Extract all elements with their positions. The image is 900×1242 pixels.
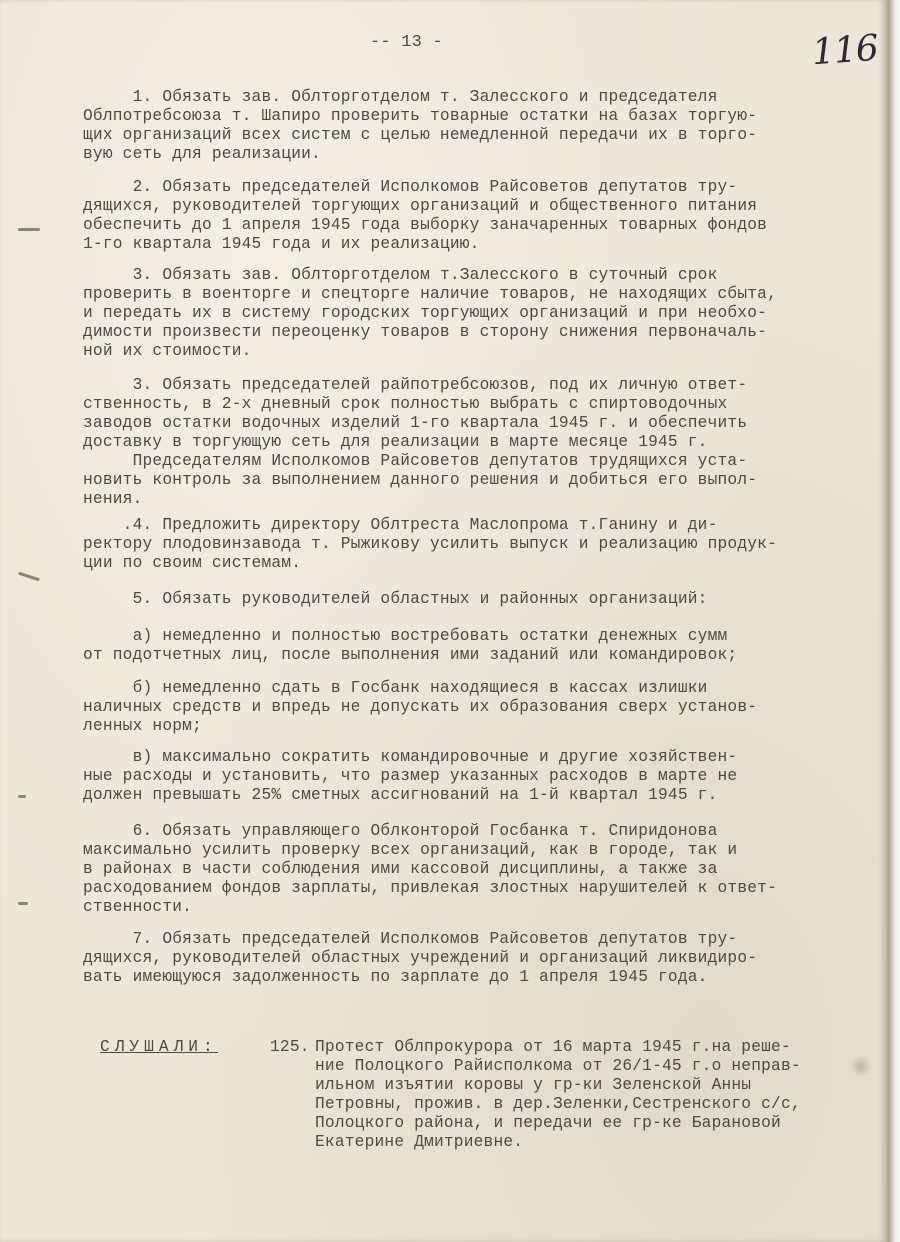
text-line: в районах в части соблюдения ими кассовой дисциплины, а также за xyxy=(83,860,718,878)
text-line: Облпотребсоюза т. Шапиро проверить товарные остатки на базах торгую- xyxy=(83,107,758,125)
text-line: ильном изъятии коровы у гр-ки Зеленской Анны xyxy=(315,1076,752,1094)
page-number: -- 13 - xyxy=(370,33,443,52)
text-line: дящихся, руководителей торгующих организаций и общественного питания xyxy=(83,197,758,215)
text-line: и передать их в систему городских торгующих организаций и при необхо- xyxy=(83,304,768,322)
text-line: 1-го квартала 1945 года и их реализацию. xyxy=(83,235,480,253)
text-line: димости произвести переоценку товаров в сторону снижения первоначаль- xyxy=(83,323,768,341)
text-line: 5. Обязать руководителей областных и районных организаций: xyxy=(83,590,708,608)
paragraph-5b xyxy=(83,679,853,736)
punch-mark xyxy=(18,795,26,798)
text-line: .4. Предложить директору Облтреста Маслопрома т.Ганину и ди- xyxy=(83,516,718,534)
paragraph-1 xyxy=(83,88,853,164)
text-line: 1. Обязать зав. Облторготделом т. Залесского и председателя xyxy=(83,88,718,106)
text-line: ции по своим системам. xyxy=(83,554,302,572)
scan-background-edge xyxy=(884,0,900,1242)
text-line: проверить в военторге и спецторге наличие товаров, не находящих сбыта, xyxy=(83,285,777,303)
paragraph-3 xyxy=(83,266,853,361)
text-line: доставку в торгующую сеть для реализации в марте месяце 1945 г. xyxy=(83,433,708,451)
text-line: вую сеть для реализации. xyxy=(83,145,321,163)
punch-mark xyxy=(18,572,40,582)
text-line: расходованием фондов зарплаты, привлекая злостных нарушителей к ответ- xyxy=(83,879,777,897)
paragraph-5 xyxy=(83,590,853,609)
text-line: ные расходы и установить, что размер указанных расходов в марте не xyxy=(83,767,738,785)
text-line: 7. Обязать председателей Исполкомов Райсоветов депутатов тру- xyxy=(83,930,738,948)
text-line: Екатерине Дмитриевне. xyxy=(315,1133,524,1151)
text-line: 3. Обязать председателей райпотребсоюзов, под их личную ответ- xyxy=(83,376,748,394)
paragraph-7 xyxy=(83,930,853,987)
text-line: максимально усилить проверку всех организаций, как в городе, так и xyxy=(83,841,738,859)
text-line: ной их стоимости. xyxy=(83,342,252,360)
text-line: обеспечить до 1 апреля 1945 года выборку заначаренных товарных фондов xyxy=(83,216,768,234)
text-line: Петровны, прожив. в дер.Зеленки,Сестренского с/с, xyxy=(315,1095,801,1113)
text-line: Полоцкого района, и передачи ее гр-ке Барановой xyxy=(315,1114,781,1132)
text-line: ственности. xyxy=(83,898,193,916)
text-line: Председателям Исполкомов Райсоветов депутатов трудящихся уста- xyxy=(83,452,748,470)
paragraph-2 xyxy=(83,178,853,254)
text-line: а) немедленно и полностью востребовать остатки денежных сумм xyxy=(83,627,728,645)
paragraph-3b xyxy=(83,376,853,509)
text-line: ленных норм; xyxy=(83,717,202,735)
paragraph-5c xyxy=(83,748,853,805)
text-line: ние Полоцкого Райисполкома от 26/1-45 г.о неправ- xyxy=(315,1057,801,1075)
text-line: 2. Обязать председателей Исполкомов Райсоветов депутатов тру- xyxy=(83,178,738,196)
slushali-label: СЛУШАЛИ: xyxy=(100,1038,218,1056)
text-line: вать имеющуюся задолженность по зарплате до 1 апреля 1945 года. xyxy=(83,968,708,986)
text-line: ственность, в 2-х дневный срок полностью выбрать с спиртоводочных xyxy=(83,395,728,413)
text-line: ректору плодовинзавода т. Рыжикову усилить выпуск и реализацию продук- xyxy=(83,535,777,553)
text-line: нения. xyxy=(83,490,143,508)
text-line: 6. Обязать управляющего Облконторой Госбанка т. Спиридонова xyxy=(83,822,718,840)
text-line: в) максимально сократить командировочные и другие хозяйствен- xyxy=(83,748,738,766)
text-line: б) немедленно сдать в Госбанк находящиеся в кассах излишки xyxy=(83,679,708,697)
punch-mark xyxy=(18,228,40,231)
handwritten-folio-number: 116 xyxy=(810,27,880,74)
paragraph-6 xyxy=(83,822,853,917)
text-line: должен превышать 25% сметных ассигнований на 1-й квартал 1945 г. xyxy=(83,786,718,804)
text-line: наличных средств и впредь не допускать их образования сверх установ- xyxy=(83,698,758,716)
text-line: новить контроль за выполнением данного решения и добиться его выпол- xyxy=(83,471,758,489)
text-line: щих организаций всех систем с целью немедленной передачи их в торго- xyxy=(83,126,758,144)
paragraph-4 xyxy=(83,516,853,573)
slushali-text xyxy=(315,1038,855,1152)
text-line: Протест Облпрокурора от 16 марта 1945 г.на реше- xyxy=(315,1038,791,1056)
paragraph-5a xyxy=(83,627,853,665)
text-line: дящихся, руководителей областных учреждений и организаций ликвидиро- xyxy=(83,949,758,967)
punch-mark xyxy=(18,902,28,905)
slushali-item-number: 125. xyxy=(270,1038,310,1056)
text-line: от подотчетных лиц, после выполнения ими заданий или командировок; xyxy=(83,646,738,664)
text-line: 3. Обязать зав. Облторготделом т.Залесского в суточный срок xyxy=(83,266,718,284)
text-line: заводов остатки водочных изделий 1-го квартала 1945 г. и обеспечить xyxy=(83,414,748,432)
